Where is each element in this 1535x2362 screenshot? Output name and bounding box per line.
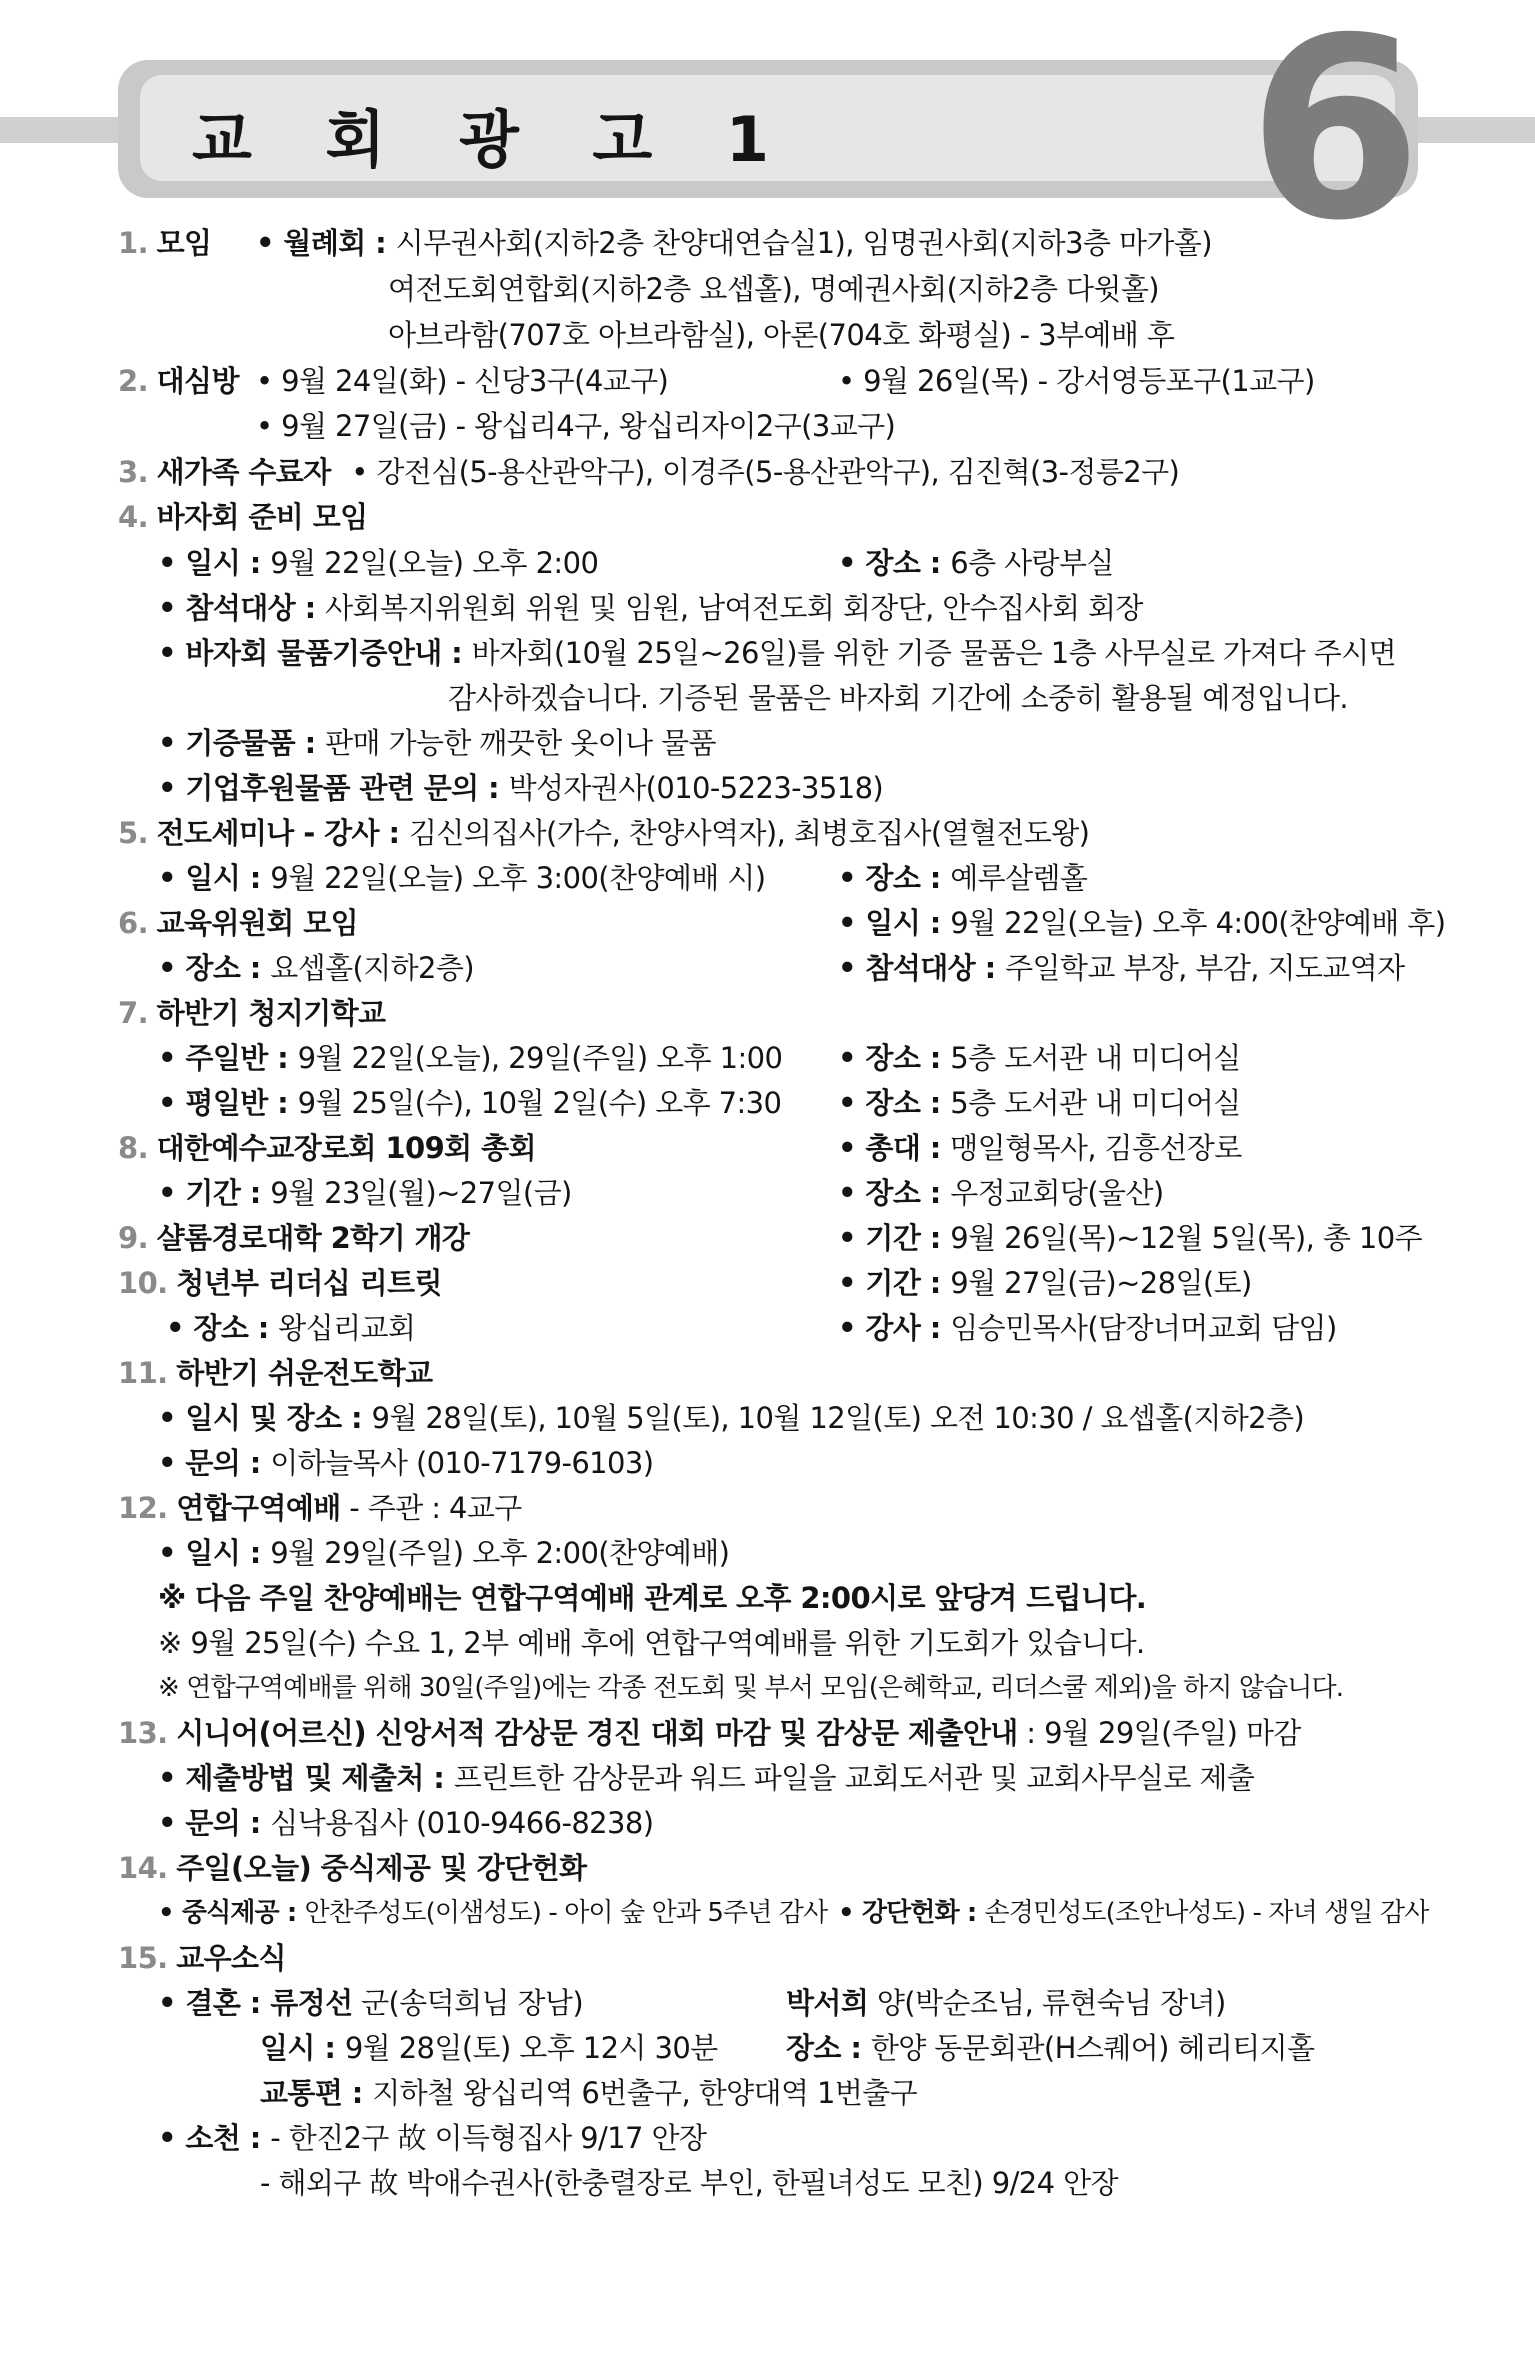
item-12-note: ※ 9월 25일(수) 수요 1, 2부 예배 후에 연합구역예배를 위한 기도회가 있습니다. xyxy=(158,1626,1145,1660)
label: • 평일반 : xyxy=(158,1086,298,1120)
item-12-note: ※ 다음 주일 찬양예배는 연합구역예배 관계로 오후 2:00시로 앞당겨 드립니다. xyxy=(158,1581,1147,1615)
page-title: 교 회 광 고 1 xyxy=(192,103,796,176)
item-9-heading xyxy=(118,1218,469,1258)
header-rule-right xyxy=(1400,117,1535,143)
label: 장소 : xyxy=(786,2031,871,2065)
item-5-line xyxy=(158,858,765,898)
wedding-line xyxy=(158,1983,583,2023)
value: 9월 22일(오늘) 오후 3:00(찬양예배 시) xyxy=(270,861,766,895)
bride-name: 박서희 xyxy=(786,1986,869,2020)
item-13-heading xyxy=(118,1713,1301,1753)
value: 바자회(10월 25일~26일)를 위한 기증 물품은 1층 사무실로 가져다 주시면 xyxy=(471,636,1397,670)
label: • 장소 : xyxy=(838,1086,951,1120)
item-title: 대한예수교장로회 109회 총회 xyxy=(156,1131,536,1165)
item-title: 주일(오늘) 중식제공 및 강단헌화 xyxy=(176,1851,587,1885)
label: • 장소 : xyxy=(838,546,951,580)
label: • 기간 : xyxy=(838,1221,951,1255)
groom-name: 류정선 xyxy=(270,1986,353,2020)
value: 박성자권사(010-5223-3518) xyxy=(508,771,884,805)
wedding-line xyxy=(260,2073,917,2113)
value: 손경민성도(조안나성도) - 자녀 생일 감사 xyxy=(984,1898,1429,1928)
value: 프린트한 감상문과 워드 파일을 교회도서관 및 교회사무실로 제출 xyxy=(453,1761,1255,1795)
value: 지하철 왕십리역 6번출구, 한양대역 1번출구 xyxy=(372,2076,918,2110)
label: • 일시 : xyxy=(158,546,271,580)
item-number: 13. xyxy=(118,1716,168,1750)
label: • 장소 : xyxy=(838,861,951,895)
item-6-line xyxy=(838,948,1405,988)
obituary-line: - 해외구 故 박애수권사(한충렬장로 부인, 한필녀성도 모친) 9/24 안장 xyxy=(260,2166,1118,2200)
item-title: 하반기 쉬운전도학교 xyxy=(176,1356,433,1390)
label: • 기간 : xyxy=(158,1176,271,1210)
value: 9월 26일(목)~12월 5일(목), 총 10주 xyxy=(950,1221,1423,1255)
item-1-line: 아브라함(707호 아브라함실), 아론(704호 화평실) - 3부예배 후 xyxy=(388,318,1175,352)
page-number: 6 xyxy=(1248,0,1416,275)
item-4-line xyxy=(158,723,716,763)
item-8-line xyxy=(838,1173,1164,1213)
value: 9월 29일(주일) 오후 2:00(찬양예배) xyxy=(270,1536,730,1570)
label: • 월례회 : xyxy=(256,226,396,260)
value: 이하늘목사 (010-7179-6103) xyxy=(270,1446,654,1480)
item-4-heading xyxy=(118,497,368,537)
value: 심낙용집사 (010-9466-8238) xyxy=(270,1806,654,1840)
item-13-line xyxy=(158,1803,653,1843)
label: • 참석대상 : xyxy=(838,951,1006,985)
value: 9월 27일(금)~28일(토) xyxy=(950,1266,1252,1300)
item-number: 7. xyxy=(118,996,148,1030)
item-7-line xyxy=(838,1083,1241,1123)
value: • 강전심(5-용산관악구), 이경주(5-용산관악구), 김진혁(3-정릉2구) xyxy=(351,455,1180,489)
label: • 소천 : xyxy=(158,2121,271,2155)
label: • 장소 : xyxy=(838,1176,951,1210)
value: 예루살렘홀 xyxy=(950,861,1088,895)
item-number: 14. xyxy=(118,1851,168,1885)
label: • 기증물품 : xyxy=(158,726,326,760)
value: 9월 28일(토) 오후 12시 30분 xyxy=(344,2031,718,2065)
label: • 결혼 : xyxy=(158,1986,271,2020)
item-2-line: • 9월 27일(금) - 왕십리4구, 왕십리자이2구(3교구) xyxy=(256,409,896,443)
item-7-line xyxy=(158,1083,781,1123)
item-title: 전도세미나 - 강사 : xyxy=(156,816,409,850)
item-4-line: 감사하겠습니다. 기증된 물품은 바자회 기간에 소중히 활용될 예정입니다. xyxy=(448,681,1348,715)
item-number: 2. xyxy=(118,364,148,398)
wedding-line xyxy=(786,1983,1226,2023)
item-4-line xyxy=(158,768,883,808)
item-number: 9. xyxy=(118,1221,148,1255)
item-title: 청년부 리더십 리트릿 xyxy=(176,1266,442,1300)
value: 우정교회당(울산) xyxy=(950,1176,1164,1210)
header-rule-left xyxy=(0,117,120,143)
label: • 장소 : xyxy=(838,1041,951,1075)
item-10-line xyxy=(838,1308,1337,1348)
item-title: 대심방 xyxy=(156,364,239,398)
item-6-line xyxy=(158,948,474,988)
value: 시무권사회(지하2층 찬양대연습실1), 임명권사회(지하3층 마가홀) xyxy=(395,226,1212,260)
item-2-line: • 9월 26일(목) - 강서영등포구(1교구) xyxy=(838,364,1315,398)
item-13-line xyxy=(158,1758,1254,1798)
wedding-line xyxy=(786,2028,1315,2068)
item-8-heading xyxy=(118,1128,536,1168)
item-title: 교육위원회 모임 xyxy=(156,906,359,940)
item-10-line xyxy=(838,1263,1252,1303)
label: 일시 : xyxy=(260,2031,345,2065)
label: • 강사 : xyxy=(838,1311,951,1345)
label: • 문의 : xyxy=(158,1806,271,1840)
value: 양(박순조님, 류현숙님 장녀) xyxy=(868,1986,1226,2020)
item-title: 교우소식 xyxy=(176,1941,286,1975)
obituary-line xyxy=(158,2118,706,2158)
item-9-line xyxy=(838,1218,1422,1258)
label: • 기업후원물품 관련 문의 : xyxy=(158,771,509,805)
label: 교통편 : xyxy=(260,2076,373,2110)
value: - 한진2구 故 이득형집사 9/17 안장 xyxy=(270,2121,707,2155)
item-8-line xyxy=(158,1173,572,1213)
item-12-note: ※ 연합구역예배를 위해 30일(주일)에는 각종 전도회 및 부서 모임(은혜학교, 리더스쿨 제외)을 하지 않습니다. xyxy=(158,1673,1344,1703)
value: 6층 사랑부실 xyxy=(950,546,1114,580)
label: • 일시 및 장소 : xyxy=(158,1401,372,1435)
label: • 일시 : xyxy=(838,906,951,940)
value: 안찬주성도(이샘성도) - 아이 숲 안과 5주년 감사 xyxy=(304,1898,828,1928)
item-5-line xyxy=(838,858,1087,898)
item-7-heading xyxy=(118,993,385,1033)
item-7-line xyxy=(838,1038,1241,1078)
value: 판매 가능한 깨끗한 옷이나 물품 xyxy=(325,726,716,760)
value: 9월 28일(토), 10월 5일(토), 10월 12일(토) 오전 10:30 / 요셉홀(지하2층) xyxy=(371,1401,1305,1435)
item-10-heading xyxy=(118,1263,442,1303)
value: 맹일형목사, 김흥선장로 xyxy=(950,1131,1242,1165)
wedding-line xyxy=(260,2028,718,2068)
item-12-line xyxy=(158,1533,729,1573)
item-1-line xyxy=(256,223,1212,263)
item-title: 새가족 수료자 xyxy=(156,455,331,489)
value: 왕십리교회 xyxy=(278,1311,416,1345)
item-number: 11. xyxy=(118,1356,168,1390)
item-11-heading xyxy=(118,1353,432,1393)
value: 9월 25일(수), 10월 2일(수) 오후 7:30 xyxy=(297,1086,782,1120)
label: • 문의 : xyxy=(158,1446,271,1480)
value: 9월 22일(오늘) 오후 4:00(찬양예배 후) xyxy=(950,906,1446,940)
item-number: 6. xyxy=(118,906,148,940)
value: 김신의집사(가수, 찬양사역자), 최병호집사(열혈전도왕) xyxy=(408,816,1090,850)
value: 요셉홀(지하2층) xyxy=(270,951,475,985)
item-15-heading xyxy=(118,1938,286,1978)
item-1-line: 여전도회연합회(지하2층 요셉홀), 명예권사회(지하2층 다윗홀) xyxy=(388,272,1159,306)
value: : 9월 29일(주일) 마감 xyxy=(1017,1716,1301,1750)
label: • 중식제공 : xyxy=(158,1898,305,1928)
label: • 장소 : xyxy=(166,1311,279,1345)
item-8-line xyxy=(838,1128,1242,1168)
value: 5층 도서관 내 미디어실 xyxy=(950,1041,1241,1075)
value: 사회복지위원회 위원 및 임원, 남여전도회 회장단, 안수집사회 회장 xyxy=(325,591,1143,625)
item-4-line xyxy=(158,588,1143,628)
value: 9월 22일(오늘), 29일(주일) 오후 1:00 xyxy=(297,1041,783,1075)
item-1-heading xyxy=(118,223,211,263)
value: 9월 22일(오늘) 오후 2:00 xyxy=(270,546,599,580)
label: • 참석대상 : xyxy=(158,591,326,625)
item-number: 5. xyxy=(118,816,148,850)
item-title: 바자회 준비 모임 xyxy=(156,500,368,534)
item-number: 1. xyxy=(118,226,148,260)
item-number: 15. xyxy=(118,1941,168,1975)
item-number: 4. xyxy=(118,500,148,534)
item-4-line xyxy=(158,633,1396,673)
label: • 제출방법 및 제출처 : xyxy=(158,1761,454,1795)
item-2-heading xyxy=(118,361,239,401)
item-number: 3. xyxy=(118,455,148,489)
item-title: 하반기 청지기학교 xyxy=(156,996,386,1030)
value: 주일학교 부장, 부감, 지도교역자 xyxy=(1005,951,1405,985)
item-2-line: • 9월 24일(화) - 신당3구(4교구) xyxy=(256,364,669,398)
item-5-heading xyxy=(118,813,1089,853)
item-number: 8. xyxy=(118,1131,148,1165)
label: • 강단헌화 : xyxy=(838,1898,985,1928)
item-11-line xyxy=(158,1443,653,1483)
item-14-heading xyxy=(118,1848,586,1888)
item-number: 12. xyxy=(118,1491,168,1525)
item-number: 10. xyxy=(118,1266,168,1300)
value: - 주관 : 4교구 xyxy=(340,1491,522,1525)
item-title: 샬롬경로대학 2학기 개강 xyxy=(156,1221,470,1255)
item-4-line xyxy=(838,543,1114,583)
item-4-line xyxy=(158,543,598,583)
item-title: 시니어(어르신) 신앙서적 감상문 경진 대회 마감 및 감상문 제출안내 xyxy=(176,1716,1018,1750)
item-3 xyxy=(118,452,1179,492)
item-14-line xyxy=(158,1893,827,1933)
label: • 주일반 : xyxy=(158,1041,298,1075)
item-12-heading xyxy=(118,1488,522,1528)
value: 군(송덕희님 장남) xyxy=(352,1986,584,2020)
value: 5층 도서관 내 미디어실 xyxy=(950,1086,1241,1120)
label: • 바자회 물품기증안내 : xyxy=(158,636,472,670)
label: • 일시 : xyxy=(158,1536,271,1570)
item-10-line xyxy=(166,1308,415,1348)
item-title: 연합구역예배 xyxy=(176,1491,341,1525)
item-6-heading xyxy=(118,903,358,943)
value: 9월 23일(월)~27일(금) xyxy=(270,1176,572,1210)
item-title: 모임 xyxy=(156,226,212,260)
label: • 기간 : xyxy=(838,1266,951,1300)
value: 한양 동문회관(H스퀘어) 헤리티지홀 xyxy=(870,2031,1315,2065)
label: • 총대 : xyxy=(838,1131,951,1165)
item-6-line xyxy=(838,903,1445,943)
item-7-line xyxy=(158,1038,782,1078)
label: • 일시 : xyxy=(158,861,271,895)
item-11-line xyxy=(158,1398,1304,1438)
value: 임승민목사(담장너머교회 담임) xyxy=(950,1311,1337,1345)
item-14-line xyxy=(838,1893,1428,1933)
label: • 장소 : xyxy=(158,951,271,985)
